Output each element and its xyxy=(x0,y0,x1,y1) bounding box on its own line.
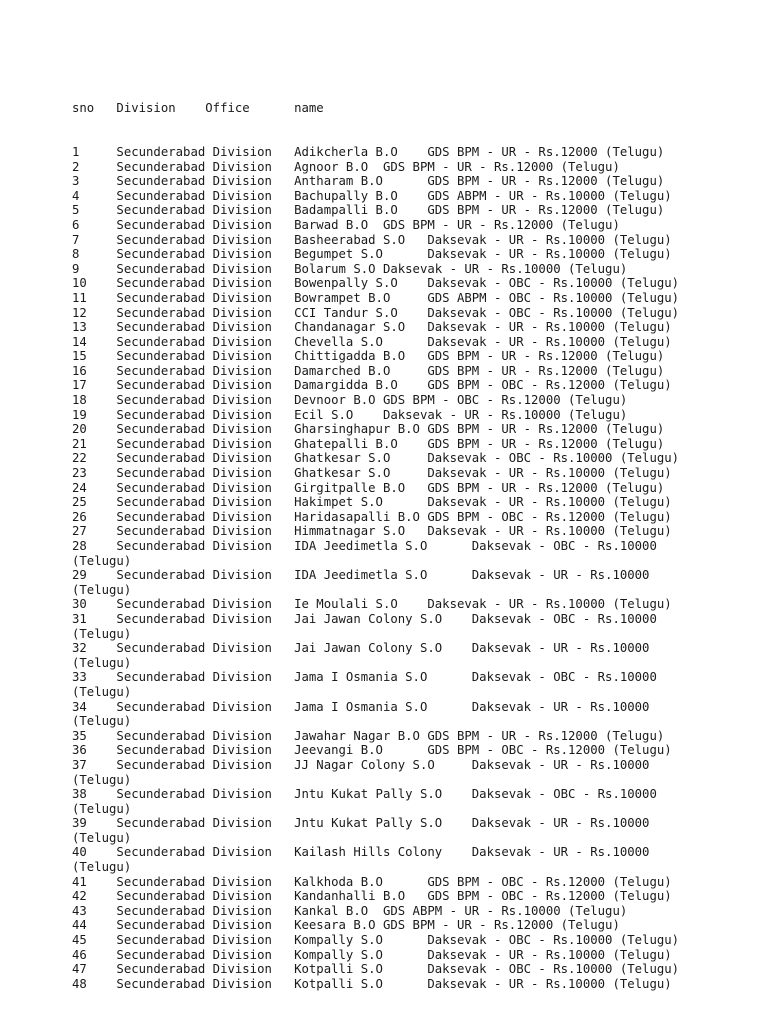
listing-row: 11 Secunderabad Division Bowrampet B.O GDS ABPM - OBC - Rs.10000 (Telugu) xyxy=(72,290,680,305)
listing-row: 5 Secunderabad Division Badampalli B.O GDS BPM - UR - Rs.12000 (Telugu) xyxy=(72,203,665,218)
listing-rows xyxy=(72,145,679,991)
listing-row: 1 Secunderabad Division Adikcherla B.O GDS BPM - UR - Rs.12000 (Telugu) xyxy=(72,144,665,159)
listing-row: 31 Secunderabad Division Jai Jawan Colony S.O Daksevak - OBC - Rs.10000 xyxy=(72,611,657,626)
listing-row: 30 Secunderabad Division Ie Moulali S.O Daksevak - UR - Rs.10000 (Telugu) xyxy=(72,597,672,612)
listing-row: 2 Secunderabad Division Agnoor B.O GDS BPM - UR - Rs.12000 (Telugu) xyxy=(72,159,620,174)
listing-row: 28 Secunderabad Division IDA Jeedimetla S.O Daksevak - OBC - Rs.10000 xyxy=(72,539,657,553)
listing-row: 27 Secunderabad Division Himmatnagar S.O Daksevak - UR - Rs.10000 (Telugu) xyxy=(72,524,672,539)
listing-row: 6 Secunderabad Division Barwad B.O GDS BPM - UR - Rs.12000 (Telugu) xyxy=(72,217,620,232)
listing-row: 15 Secunderabad Division Chittigadda B.O GDS BPM - UR - Rs.12000 (Telugu) xyxy=(72,349,665,364)
listing-row: 18 Secunderabad Division Devnoor B.O GDS BPM - OBC - Rs.12000 (Telugu) xyxy=(72,393,628,408)
listing-row: 35 Secunderabad Division Jawahar Nagar B.O GDS BPM - UR - Rs.12000 (Telugu) xyxy=(72,728,665,743)
listing-row: (Telugu) xyxy=(72,801,132,816)
listing-row: 38 Secunderabad Division Jntu Kukat Pally S.O Daksevak - OBC - Rs.10000 xyxy=(72,787,657,802)
listing-row: 24 Secunderabad Division Girgitpalle B.O GDS BPM - UR - Rs.12000 (Telugu) xyxy=(72,480,665,495)
listing-header: sno Division Office name xyxy=(72,101,324,116)
listing-row: (Telugu) xyxy=(72,655,132,670)
listing-row: 4 Secunderabad Division Bachupally B.O GDS ABPM - UR - Rs.10000 (Telugu) xyxy=(72,188,672,203)
listing-row: 42 Secunderabad Division Kandanhalli B.O GDS BPM - OBC - Rs.12000 (Telugu) xyxy=(72,889,672,904)
listing-row: (Telugu) xyxy=(72,772,132,787)
listing-row: (Telugu) xyxy=(72,714,132,729)
listing-row: 17 Secunderabad Division Damargidda B.O GDS BPM - OBC - Rs.12000 (Telugu) xyxy=(72,378,672,393)
listing-row: 45 Secunderabad Division Kompally S.O Daksevak - OBC - Rs.10000 (Telugu) xyxy=(72,933,680,948)
listing-row: 32 Secunderabad Division Jai Jawan Colony S.O Daksevak - UR - Rs.10000 xyxy=(72,641,650,656)
listing-row: 19 Secunderabad Division Ecil S.O Daksevak - UR - Rs.10000 (Telugu) xyxy=(72,407,628,422)
listing-row: 36 Secunderabad Division Jeevangi B.O GDS BPM - OBC - Rs.12000 (Telugu) xyxy=(72,743,672,758)
post-vacancy-listing xyxy=(72,72,679,1021)
listing-row: 3 Secunderabad Division Antharam B.O GDS BPM - UR - Rs.12000 (Telugu) xyxy=(72,174,665,189)
listing-row: 33 Secunderabad Division Jama I Osmania S.O Daksevak - OBC - Rs.10000 xyxy=(72,670,657,685)
listing-row: 7 Secunderabad Division Basheerabad S.O Daksevak - UR - Rs.10000 (Telugu) xyxy=(72,232,672,247)
listing-row: 22 Secunderabad Division Ghatkesar S.O Daksevak - OBC - Rs.10000 (Telugu) xyxy=(72,451,680,466)
listing-row: 37 Secunderabad Division JJ Nagar Colony S.O Daksevak - UR - Rs.10000 xyxy=(72,757,650,772)
listing-row: 48 Secunderabad Division Kotpalli S.O Daksevak - UR - Rs.10000 (Telugu) xyxy=(72,976,672,991)
listing-row: 12 Secunderabad Division CCI Tandur S.O Daksevak - OBC - Rs.10000 (Telugu) xyxy=(72,305,680,320)
listing-row: 40 Secunderabad Division Kailash Hills Colony Daksevak - UR - Rs.10000 xyxy=(72,845,650,860)
listing-row: 47 Secunderabad Division Kotpalli S.O Daksevak - OBC - Rs.10000 (Telugu) xyxy=(72,962,680,977)
listing-row: 8 Secunderabad Division Begumpet S.O Daksevak - UR - Rs.10000 (Telugu) xyxy=(72,247,672,262)
listing-row: (Telugu) xyxy=(72,553,132,568)
listing-row: (Telugu) xyxy=(72,830,132,845)
listing-row: 21 Secunderabad Division Ghatepalli B.O GDS BPM - UR - Rs.12000 (Telugu) xyxy=(72,436,665,451)
listing-row: 46 Secunderabad Division Kompally S.O Daksevak - UR - Rs.10000 (Telugu) xyxy=(72,947,672,962)
listing-row: 9 Secunderabad Division Bolarum S.O Daksevak - UR - Rs.10000 (Telugu) xyxy=(72,261,628,276)
listing-row: 43 Secunderabad Division Kankal B.O GDS ABPM - UR - Rs.10000 (Telugu) xyxy=(72,903,628,918)
listing-row: 23 Secunderabad Division Ghatkesar S.O Daksevak - UR - Rs.10000 (Telugu) xyxy=(72,466,672,481)
listing-row: 39 Secunderabad Division Jntu Kukat Pally S.O Daksevak - UR - Rs.10000 xyxy=(72,816,650,831)
listing-row: 20 Secunderabad Division Gharsinghapur B.O GDS BPM - UR - Rs.12000 (Telugu) xyxy=(72,422,665,437)
listing-row: 41 Secunderabad Division Kalkhoda B.O GDS BPM - OBC - Rs.12000 (Telugu) xyxy=(72,874,672,889)
listing-row: 26 Secunderabad Division Haridasapalli B.O GDS BPM - OBC - Rs.12000 (Telugu) xyxy=(72,509,672,524)
listing-row: (Telugu) xyxy=(72,684,132,699)
listing-row: 44 Secunderabad Division Keesara B.O GDS BPM - UR - Rs.12000 (Telugu) xyxy=(72,918,620,933)
listing-row: 25 Secunderabad Division Hakimpet S.O Daksevak - UR - Rs.10000 (Telugu) xyxy=(72,495,672,510)
listing-row: 10 Secunderabad Division Bowenpally S.O Daksevak - OBC - Rs.10000 (Telugu) xyxy=(72,276,680,291)
listing-row: 34 Secunderabad Division Jama I Osmania S.O Daksevak - UR - Rs.10000 xyxy=(72,699,650,714)
listing-row: 13 Secunderabad Division Chandanagar S.O Daksevak - UR - Rs.10000 (Telugu) xyxy=(72,320,672,335)
listing-row: 16 Secunderabad Division Damarched B.O GDS BPM - UR - Rs.12000 (Telugu) xyxy=(72,363,665,378)
listing-row: (Telugu) xyxy=(72,860,132,875)
listing-row: 29 Secunderabad Division IDA Jeedimetla S.O Daksevak - UR - Rs.10000 xyxy=(72,568,650,583)
listing-row: (Telugu) xyxy=(72,626,132,641)
listing-row: 14 Secunderabad Division Chevella S.O Daksevak - UR - Rs.10000 (Telugu) xyxy=(72,334,672,349)
listing-row: (Telugu) xyxy=(72,582,132,597)
